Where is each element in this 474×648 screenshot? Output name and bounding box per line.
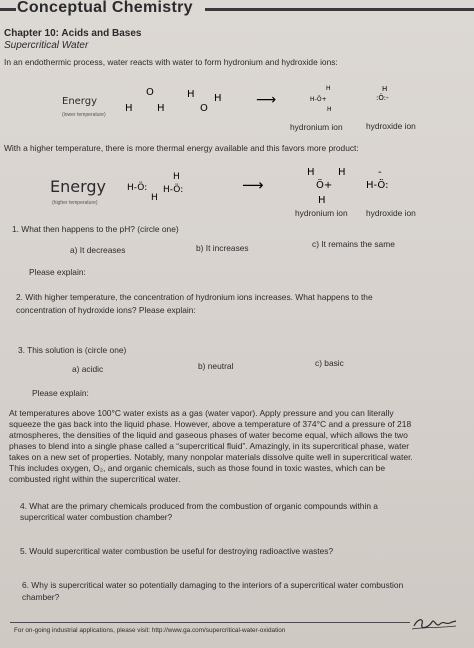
section-subtitle: Supercritical Water (4, 40, 89, 51)
svg-text:H-Ö:: H-Ö: (163, 185, 184, 195)
question-2-line1: 2. With higher temperature, the concentration of hydronium ions increases. What happens to the (16, 292, 373, 302)
q3-option-c[interactable]: c) basic (315, 358, 344, 368)
reaction-two-products (300, 164, 420, 208)
water-molecule-2: H (187, 89, 195, 100)
q1-option-b[interactable]: b) It increases (196, 243, 249, 253)
svg-text:H: H (318, 195, 326, 206)
q1-explain: Please explain: (29, 267, 86, 277)
svg-text:H: H (382, 85, 388, 93)
svg-text:-: - (378, 167, 382, 178)
q3-option-b[interactable]: b) neutral (198, 361, 234, 371)
hydronium-molecule-1: H (326, 85, 331, 92)
hydroxide-molecule-2: H-Ö: (366, 180, 389, 191)
hydroxide-label-1: hydroxide ion (366, 121, 416, 131)
question-4-line2: supercritical water combustion chamber? (20, 512, 173, 522)
energy-note-low: (lower temperature) (62, 112, 106, 118)
energy-label-high: Energy (50, 177, 107, 196)
reaction-arrow-2-graphic (240, 178, 284, 194)
reaction-one-structures (118, 84, 353, 122)
reaction-arrow-1: ⟶ (256, 92, 277, 108)
paragraph-line-3: atmospheres, the densities of the liquid and gaseous phases of water become equal, which allows the two (9, 430, 408, 440)
q1-option-a[interactable]: a) It decreases (70, 245, 126, 255)
header-rule-right (205, 8, 474, 11)
question-4-line1: 4. What are the primary chemicals produced from the combustion of organic compounds within a (20, 501, 378, 511)
water-molecule-4: H (173, 172, 180, 182)
q3-explain: Please explain: (32, 388, 89, 398)
question-6-line1: 6. Why is supercritical water so potentially damaging to the interiors of a supercritical water combustion (22, 580, 404, 590)
question-2-line2: concentration of hydroxide ions? Please explain: (16, 305, 196, 315)
hydronium-molecule-2: H (307, 167, 315, 178)
question-1: 1. What then happens to the pH? (circle one) (12, 224, 179, 234)
energy-note-high: (higher temperature) (52, 200, 98, 206)
question-3: 3. This solution is (circle one) (18, 345, 127, 355)
hydronium-label-1: hydronium ion (290, 122, 343, 132)
svg-text:H: H (214, 93, 222, 104)
water-molecule-3: H-Ö: (127, 183, 148, 193)
q3-option-a[interactable]: a) acidic (72, 364, 104, 374)
brand-title: Conceptual Chemistry (17, 0, 193, 16)
svg-text:H: H (327, 106, 332, 113)
svg-text:H: H (125, 103, 133, 114)
q1-option-c[interactable]: c) It remains the same (312, 239, 395, 249)
hydroxide-structure-1 (360, 84, 400, 108)
svg-text:Ö+: Ö+ (316, 180, 333, 191)
question-6-line2: chamber? (22, 592, 60, 602)
question-5: 5. Would supercritical water combustion be useful for destroying radioactive wastes? (20, 546, 334, 556)
energy-label-low: Energy (62, 96, 98, 107)
svg-text:H-Ö+: H-Ö+ (310, 96, 327, 103)
svg-text:O: O (200, 103, 208, 114)
paragraph-line-6: This includes oxygen, O₂, and organic chemicals, such as those found in toxic wastes, which can be (9, 463, 386, 473)
reaction-arrow-2: ⟶ (242, 178, 264, 194)
svg-text:H: H (151, 193, 158, 203)
svg-text::Ö:-: :Ö:- (376, 94, 389, 102)
footer-rule (10, 622, 410, 623)
hydroxide-label-2: hydroxide ion (366, 208, 416, 218)
paragraph-line-2: squeeze the gas back into the liquid phase. However, above a temperature of 374°C and a pressure of 218 (9, 419, 412, 429)
paragraph-line-4: phases to blend into a single phase called a “supercritical fluid”. Amazingly, in its supercritical phase, water (9, 441, 410, 451)
svg-text:H: H (338, 167, 346, 178)
signature-logo (410, 612, 460, 634)
svg-text:H: H (157, 103, 165, 114)
water-molecule-1: O (146, 87, 154, 98)
header-rule-left (0, 8, 16, 11)
chapter-title: Chapter 10: Acids and Bases (4, 28, 142, 39)
intro-endothermic: In an endothermic process, water reacts with water to form hydronium and hydroxide ions: (4, 57, 338, 67)
paragraph-line-5: takes on a new set of properties. Notably, many nonpolar materials dissolve quite well in supercritical water. (9, 452, 413, 462)
paragraph-line-1: At temperatures above 100°C water exists as a gas (water vapor). Apply pressure and you can literally (9, 408, 394, 418)
intro-higher-temp: With a higher temperature, there is more thermal energy available and this favors more product: (4, 143, 359, 153)
hydronium-label-2: hydronium ion (295, 208, 348, 218)
footer-url-note[interactable]: For on-going industrial applications, please visit: http://www.ga.com/supercritical-water-oxidation (14, 627, 286, 634)
paragraph-line-7: combusted right within the supercritical water. (9, 474, 181, 484)
